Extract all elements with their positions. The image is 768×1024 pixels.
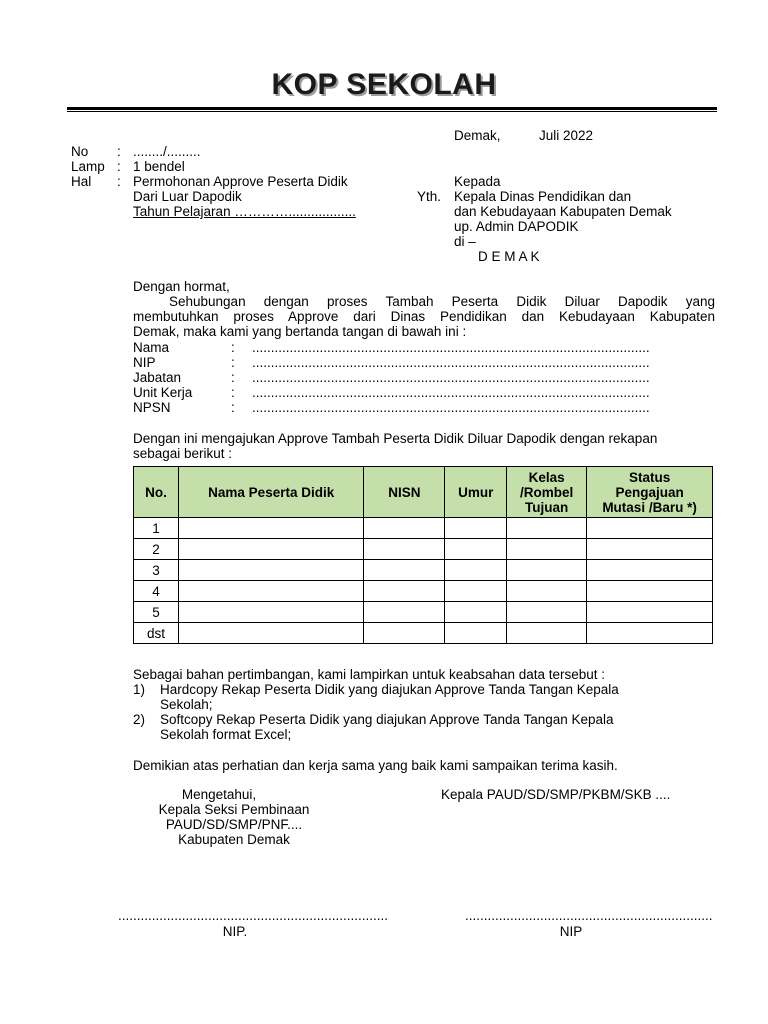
identity-label-jabatan: Jabatan: [133, 370, 182, 385]
row-number: dst: [134, 623, 179, 644]
header-status-line3: Mutasi /Baru *): [602, 499, 697, 515]
table-row: [134, 623, 713, 644]
table-cell: [507, 581, 587, 602]
hal-line3: Tahun Pelajaran …………..................: [133, 204, 356, 219]
row-number: 3: [134, 560, 179, 581]
table-cell: [587, 602, 713, 623]
table-cell: [178, 602, 364, 623]
signature-right-line1: Kepala PAUD/SD/SMP/PKBM/SKB ....: [441, 787, 671, 802]
signature-left-nip: NIP.: [222, 924, 248, 939]
hal-colon: :: [117, 174, 121, 189]
signature-left-line1: Mengetahui,: [181, 787, 257, 802]
identity-label-unit-kerja: Unit Kerja: [133, 385, 193, 400]
letterhead-rule-thin: [67, 111, 717, 112]
hal-line1: Permohonan Approve Peserta Didik: [133, 174, 348, 189]
header-kelas-line3: Tujuan: [525, 499, 569, 515]
attachment-1-line1: Hardcopy Rekap Peserta Didik yang diajukan Approve Tanda Tangan Kepala: [160, 682, 619, 697]
recipient-kepada: Kepada: [454, 174, 501, 189]
header-kelas-line2: /Rombel: [520, 484, 574, 500]
table-cell: [587, 539, 713, 560]
table-cell: [178, 518, 364, 539]
identity-label-nama: Nama: [133, 340, 170, 355]
header-status: [587, 467, 713, 518]
signature-left-line2: Kepala Seksi Pembinaan: [158, 802, 310, 817]
recipient-line2: dan Kebudayaan Kabupaten Demak: [454, 204, 672, 219]
header-kelas: [507, 467, 587, 518]
identity-colon: :: [231, 400, 235, 415]
header-nama: Nama Peserta Didik: [178, 467, 364, 518]
header-status-line1: Status: [628, 469, 671, 485]
table-cell: [587, 560, 713, 581]
table-cell: [364, 581, 445, 602]
no-value: ......../.........: [133, 144, 201, 159]
attachment-1-number: 1): [133, 682, 146, 697]
attachment-2-number: 2): [133, 712, 146, 727]
table-cell: [178, 581, 364, 602]
table-row: [134, 539, 713, 560]
table-cell: [445, 581, 507, 602]
row-number: 2: [134, 539, 179, 560]
identity-colon: :: [231, 340, 235, 355]
no-colon: :: [117, 144, 121, 159]
header-no: No.: [134, 467, 179, 518]
signature-left-line3: PAUD/SD/SMP/PNF....: [165, 817, 303, 832]
row-number: 1: [134, 518, 179, 539]
signature-right-dots: ..................................................................: [465, 908, 713, 923]
closing-sentence: Demikian atas perhatian dan kerja sama yang baik kami sampaikan terima kasih.: [133, 758, 618, 773]
header-nisn: NISN: [364, 467, 445, 518]
table-cell: [507, 560, 587, 581]
attachment-1-line2: Sekolah;: [160, 697, 213, 712]
paragraph-1-line3: Demak, maka kami yang bertanda tangan di bawah ini :: [133, 324, 467, 339]
table-cell: [364, 539, 445, 560]
table-cell: [507, 518, 587, 539]
table-row: [134, 602, 713, 623]
header-kelas-line1: Kelas: [528, 469, 565, 485]
recipient-line4: di –: [454, 234, 476, 249]
hal-line2: Dari Luar Dapodik: [133, 189, 242, 204]
letterhead-title: KOP SEKOLAH: [271, 68, 497, 101]
attachment-2-line2: Sekolah format Excel;: [160, 727, 292, 742]
identity-label-nip: NIP: [133, 355, 156, 370]
identity-value-nama: ..........................................................................................................: [252, 340, 650, 355]
recipient-line3: up. Admin DAPODIK: [454, 219, 579, 234]
table-row: [134, 581, 713, 602]
identity-colon: :: [231, 355, 235, 370]
row-number: 5: [134, 602, 179, 623]
attachment-2-line1: Softcopy Rekap Peserta Didik yang diajukan Approve Tanda Tangan Kepala: [160, 712, 614, 727]
header-umur: Umur: [445, 467, 507, 518]
date: Juli 2022: [539, 128, 594, 143]
lamp-label: Lamp: [71, 159, 105, 174]
paragraph-2-line1: Dengan ini mengajukan Approve Tambah Peserta Didik Diluar Dapodik dengan rekapan: [133, 431, 658, 446]
lamp-colon: :: [117, 159, 121, 174]
recipient-city: D E M A K: [478, 249, 540, 264]
table-cell: [364, 602, 445, 623]
attachments-intro: Sebagai bahan pertimbangan, kami lampirkan untuk keabsahan data tersebut :: [133, 667, 606, 682]
place: Demak,: [454, 128, 501, 143]
paragraph-2-line2: sebagai berikut :: [133, 446, 233, 461]
identity-value-nip: ..........................................................................................................: [252, 355, 650, 370]
lamp-value: 1 bendel: [133, 159, 185, 174]
identity-label-npsn: NPSN: [133, 400, 171, 415]
letterhead-rule: [67, 107, 717, 110]
table-body: [134, 518, 713, 644]
table-cell: [587, 518, 713, 539]
table-cell: [587, 581, 713, 602]
no-label: No: [71, 144, 89, 159]
table-cell: [364, 518, 445, 539]
greeting: Dengan hormat,: [133, 279, 230, 294]
recap-table: [133, 466, 713, 644]
signature-left-dots: ........................................................................: [118, 908, 389, 923]
identity-value-npsn: ..........................................................................................................: [252, 400, 650, 415]
table-cell: [364, 623, 445, 644]
table-header-row: [134, 467, 713, 518]
table-cell: [445, 560, 507, 581]
table-cell: [178, 560, 364, 581]
row-number: 4: [134, 581, 179, 602]
identity-value-jabatan: ..........................................................................................................: [252, 370, 650, 385]
identity-colon: :: [231, 370, 235, 385]
table-row: [134, 560, 713, 581]
table-cell: [507, 539, 587, 560]
table-cell: [587, 623, 713, 644]
table-cell: [445, 623, 507, 644]
recipient-yth: Yth.: [417, 189, 442, 204]
paragraph-1-line2: membutuhkan proses Approve dari Dinas Pendidikan dan Kebudayaan Kabupaten: [133, 309, 715, 324]
signature-right-nip: NIP: [559, 924, 583, 939]
hal-label: Hal: [71, 174, 92, 189]
table-cell: [178, 539, 364, 560]
header-status-line2: Pengajuan: [615, 484, 684, 500]
signature-left-line4: Kabupaten Demak: [178, 832, 290, 847]
table-cell: [364, 560, 445, 581]
table-cell: [445, 518, 507, 539]
identity-value-unit-kerja: ..........................................................................................................: [252, 385, 650, 400]
paragraph-1-line1: Sehubungan dengan proses Tambah Peserta Didik Diluar Dapodik yang: [169, 294, 715, 309]
table-cell: [445, 602, 507, 623]
recipient-line1: Kepala Dinas Pendidikan dan: [454, 189, 632, 204]
table-cell: [445, 539, 507, 560]
table-cell: [507, 623, 587, 644]
table-cell: [178, 623, 364, 644]
identity-colon: :: [231, 385, 235, 400]
table-cell: [507, 602, 587, 623]
table-row: [134, 518, 713, 539]
